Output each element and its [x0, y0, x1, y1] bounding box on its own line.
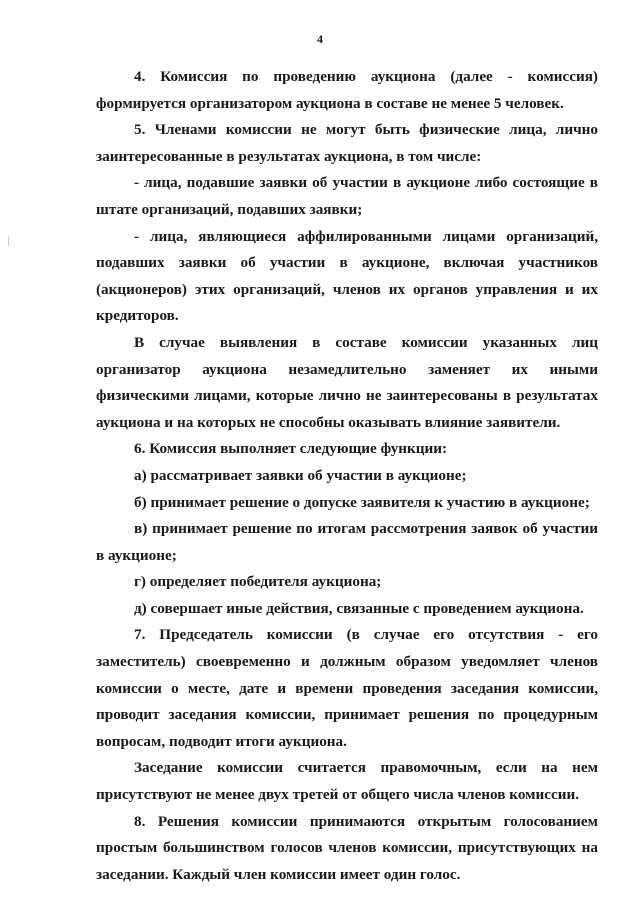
paragraph-clause-4: 4. Комиссия по проведению аукциона (далее - комиссия) формируется организатором аукциона в составе не менее 5 человек.	[96, 68, 598, 112]
paragraph-clause-5-item-2: - лица, являющиеся аффилированными лицами организаций, подавших заявки об участии в аукционе, включая участников (акционеров) этих организаций, членов их органов управления и их кредиторов.	[96, 227, 598, 325]
paragraph-clause-7: 7. Председатель комиссии (в случае его отсутствия - его заместитель) своевременно и должным образом уведомляет членов комиссии о месте, дате и времени проведения заседания комиссии, проводит заседания комиссии, принимает решения по процедурным вопросам, подводит итоги аукциона.	[96, 626, 598, 750]
paragraph-clause-6-b: б) принимает решение о допуске заявителя к участию в аукционе;	[134, 493, 590, 511]
paragraph-clause-6-g: г) определяет победителя аукциона;	[134, 573, 382, 591]
margin-mark	[8, 236, 9, 246]
paragraph-clause-6-a: а) рассматривает заявки об участии в аукционе;	[134, 466, 467, 484]
paragraph-replacement-rule: В случае выявления в составе комиссии указанных лиц организатор аукциона незамедлительно заменяет их иными физическими лицами, которые лично не заинтересованы в результатах аукциона и на которых не способны оказывать влияние заявители.	[96, 333, 598, 431]
paragraph-clause-6-v: в) принимает решение по итогам рассмотрения заявок об участии в аукционе;	[96, 520, 598, 564]
paragraph-clause-6-d: д) совершает иные действия, связанные с проведением аукциона.	[134, 599, 584, 617]
page-number: 4	[317, 32, 323, 46]
paragraph-clause-6: 6. Комиссия выполняет следующие функции:	[134, 440, 448, 458]
document-body	[96, 64, 598, 888]
paragraph-clause-5-item-1: - лица, подавшие заявки об участии в аукционе либо состоящие в штате организаций, подавших заявки;	[96, 174, 598, 218]
paragraph-clause-8: 8. Решения комиссии принимаются открытым голосованием простым большинством голосов членов комиссии, присутствующих на заседании. Каждый член комиссии имеет один голос.	[96, 812, 598, 883]
paragraph-clause-5: 5. Членами комиссии не могут быть физические лица, лично заинтересованные в результатах аукциона, в том числе:	[96, 121, 598, 165]
paragraph-quorum: Заседание комиссии считается правомочным, если на нем присутствуют не менее двух третей от общего числа членов комиссии.	[96, 759, 598, 804]
